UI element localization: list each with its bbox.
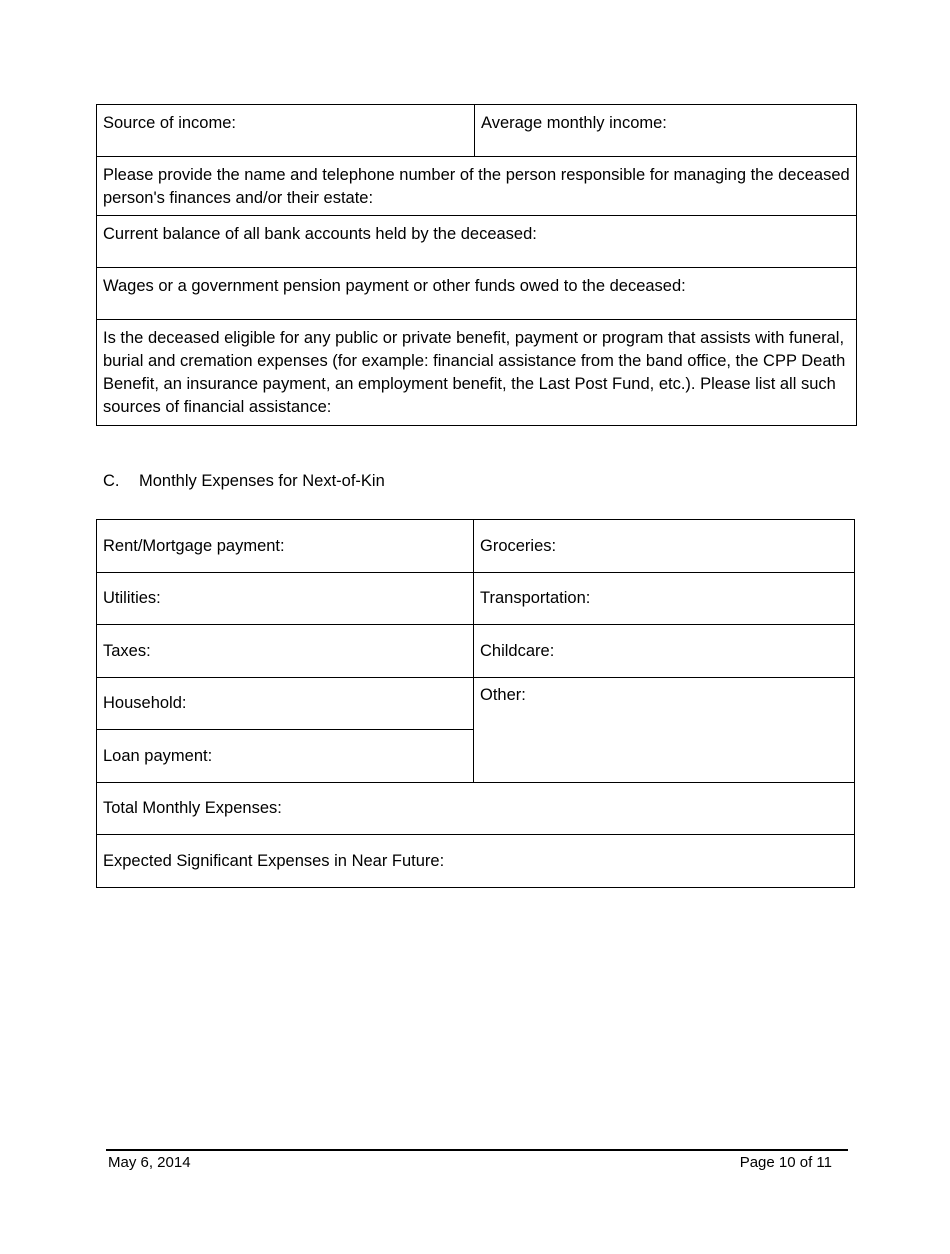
- household-field[interactable]: [97, 678, 474, 730]
- income-table: [96, 104, 857, 426]
- utilities-label: Utilities:: [103, 589, 161, 607]
- section-c-heading: [103, 472, 385, 491]
- other-field[interactable]: [474, 678, 855, 783]
- funds-owed-label: Wages or a government pension payment or other funds owed to the deceased:: [103, 277, 686, 295]
- rent-mortgage-field[interactable]: [97, 520, 474, 573]
- household-label: Household:: [103, 694, 187, 712]
- source-of-income-field[interactable]: [97, 105, 475, 157]
- taxes-field[interactable]: [97, 625, 474, 678]
- footer-date: May 6, 2014: [108, 1154, 191, 1171]
- loan-payment-label: Loan payment:: [103, 746, 213, 765]
- funds-owed-field[interactable]: [97, 268, 857, 320]
- expected-expenses-field[interactable]: [97, 835, 855, 888]
- footer-page-number: Page 10 of 11: [739, 1154, 832, 1171]
- total-monthly-expenses-label: Total Monthly Expenses:: [103, 799, 282, 817]
- transportation-label: Transportation:: [480, 589, 591, 607]
- benefits-eligibility-label: Is the deceased eligible for any public or private benefit, payment or program that assists with funeral, burial and cremation expenses (for example: financial assistance from the band office, the CPP Death Benefit, an insurance payment, an employment benefit, the Last Post Fund, etc.). Please list all such sources of financial assistance:: [103, 329, 846, 416]
- childcare-label: Childcare:: [480, 641, 555, 660]
- taxes-label: Taxes:: [103, 641, 151, 660]
- transportation-field[interactable]: [474, 573, 855, 625]
- estate-manager-label: Please provide the name and telephone number of the person responsible for managing the deceased person's finances and/or their estate:: [103, 166, 850, 207]
- source-of-income-label: Source of income:: [103, 114, 236, 132]
- section-c-letter: C.: [103, 472, 120, 490]
- footer-divider: [106, 1149, 848, 1151]
- average-monthly-income-field[interactable]: [475, 105, 857, 157]
- total-monthly-expenses-field[interactable]: [97, 783, 855, 835]
- groceries-label: Groceries:: [480, 536, 557, 555]
- section-c-title: Monthly Expenses for Next-of-Kin: [139, 472, 385, 490]
- other-label: Other:: [480, 686, 526, 704]
- childcare-field[interactable]: [474, 625, 855, 678]
- bank-balance-field[interactable]: [97, 216, 857, 268]
- rent-mortgage-label: Rent/Mortgage payment:: [103, 536, 285, 555]
- expenses-table: [96, 519, 855, 888]
- benefits-eligibility-field[interactable]: [97, 320, 857, 426]
- bank-balance-label: Current balance of all bank accounts held by the deceased:: [103, 225, 537, 243]
- estate-manager-field[interactable]: [97, 157, 857, 216]
- average-monthly-income-label: Average monthly income:: [481, 114, 667, 132]
- loan-payment-field[interactable]: [97, 730, 474, 783]
- expected-expenses-label: Expected Significant Expenses in Near Future:: [103, 851, 445, 870]
- utilities-field[interactable]: [97, 573, 474, 625]
- groceries-field[interactable]: [474, 520, 855, 573]
